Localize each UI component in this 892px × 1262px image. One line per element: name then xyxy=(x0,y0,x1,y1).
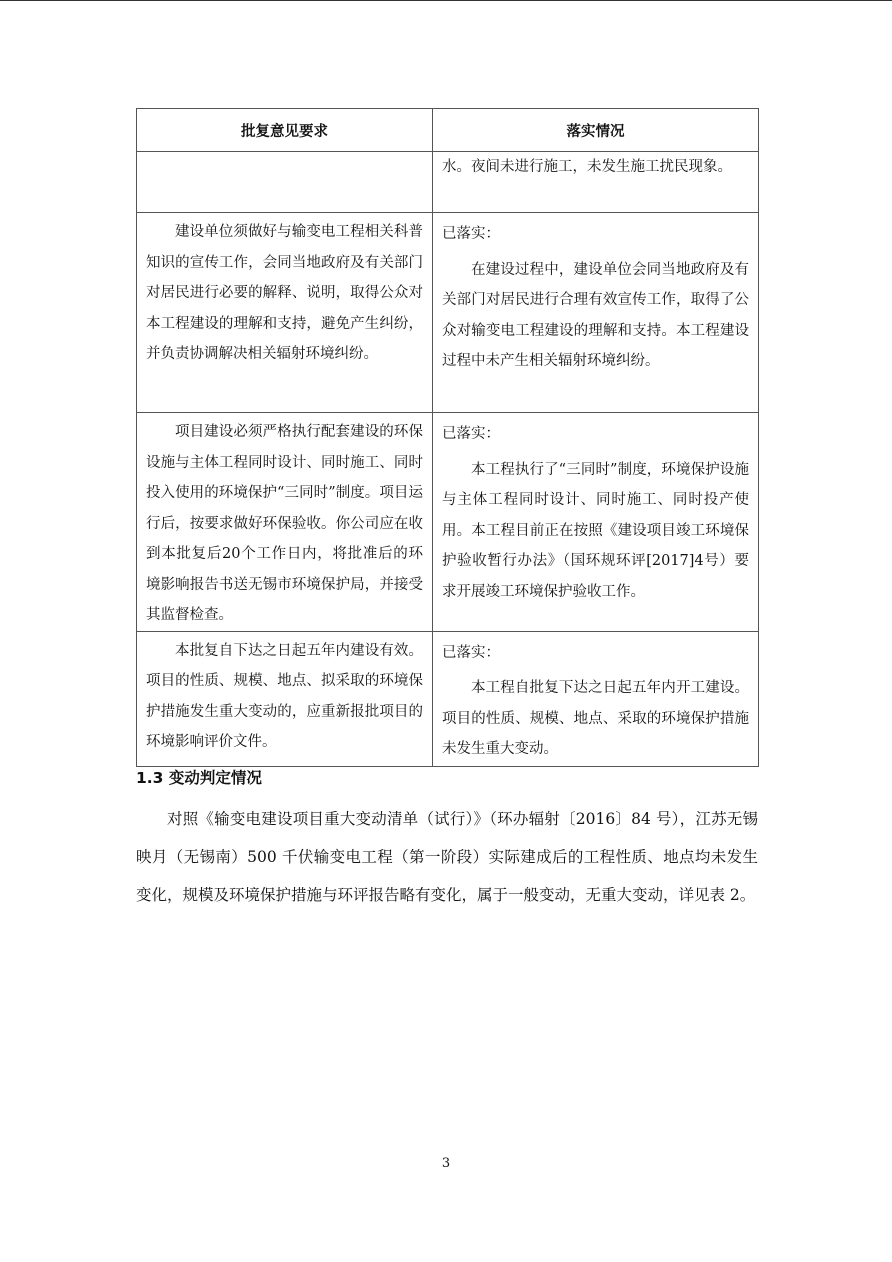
implementation-cell xyxy=(433,413,759,632)
top-border-line xyxy=(0,0,892,1)
requirement-cell xyxy=(137,413,433,632)
body-paragraph: 对照《输变电建设项目重大变动清单（试行）》（环办辐射〔2016〕84 号），江苏无锡映月（无锡南）500 千伏输变电工程（第一阶段）实际建成后的工程性质、地点均未发生变化，规模及环境保护措施与环评报告略有变化，属于一般变动，无重大变动，详见表 2。 xyxy=(136,810,758,904)
table-row xyxy=(137,631,759,766)
requirement-text: 本批复自下达之日起五年内建设有效。项目的性质、规模、地点、拟采取的环境保护措施发生重大变动的，应重新报批项目的环境影响评价文件。 xyxy=(146,642,423,750)
implementation-cell xyxy=(433,152,759,213)
requirement-cell xyxy=(137,631,433,766)
approval-requirements-table xyxy=(136,108,759,767)
requirement-text: 建设单位须做好与输变电工程相关科普知识的宣传工作，会同当地政府及有关部门对居民进行必要的解释、说明，取得公众对本工程建设的理解和支持，避免产生纠纷，并负责协调解决相关辐射环境纠纷。 xyxy=(146,224,423,362)
requirement-cell xyxy=(137,152,433,213)
header-requirement: 批复意见要求 xyxy=(137,109,433,152)
table-row xyxy=(137,213,759,413)
implementation-detail: 本工程执行了“三同时”制度，环境保护设施与主体工程同时设计、同时施工、同时投产使用。本工程目前正在按照《建设项目竣工环境保护验收暂行办法》（国环规环评[2017]4号）要求开展竣工环境保护验收工作。 xyxy=(442,461,749,600)
implementation-status: 已落实： xyxy=(442,644,500,661)
requirement-text: 项目建设必须严格执行配套建设的环保设施与主体工程同时设计、同时施工、同时投入使用的环境保护“三同时”制度。项目运行后，按要求做好环保验收。你公司应在收到本批复后20个工作日内，将批准后的环境影响报告书送无锡市环境保护局，并接受其监督检查。 xyxy=(146,424,423,623)
implementation-detail: 水。夜间未进行施工，未发生施工扰民现象。 xyxy=(442,159,732,175)
implementation-status: 已落实： xyxy=(442,226,500,242)
table-row xyxy=(137,413,759,632)
table-row xyxy=(137,152,759,213)
implementation-detail: 本工程自批复下达之日起五年内开工建设。项目的性质、规模、地点、采取的环境保护措施未发生重大变动。 xyxy=(442,680,749,757)
implementation-status: 已落实： xyxy=(442,426,500,442)
table-header-row xyxy=(137,109,759,152)
requirement-cell xyxy=(137,213,433,413)
section-heading: 1.3 变动判定情况 xyxy=(136,769,262,787)
page-number: 3 xyxy=(441,1156,451,1171)
implementation-detail: 在建设过程中，建设单位会同当地政府及有关部门对居民进行合理有效宣传工作，取得了公众对输变电工程建设的理解和支持。本工程建设过程中未产生相关辐射环境纠纷。 xyxy=(442,261,749,369)
implementation-cell xyxy=(433,213,759,413)
implementation-cell xyxy=(433,631,759,766)
header-implementation: 落实情况 xyxy=(433,109,759,152)
